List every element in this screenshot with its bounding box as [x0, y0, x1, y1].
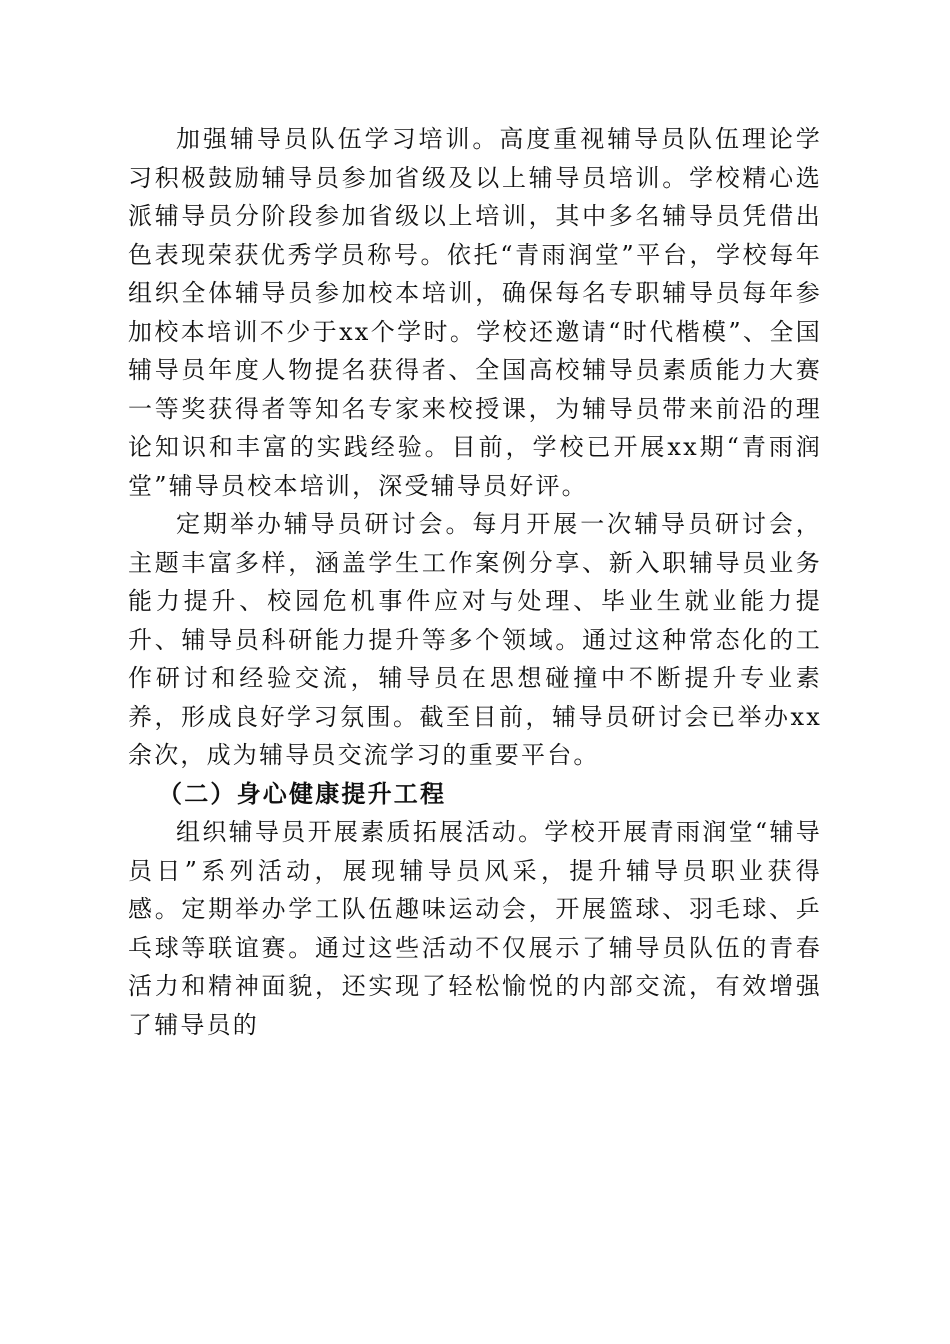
paragraph-training: 加强辅导员队伍学习培训。高度重视辅导员队伍理论学习积极鼓励辅导员参加省级及以上辅导员培训。学校精心选派辅导员分阶段参加省级以上培训，其中多名辅导员凭借出色表现荣获优秀学员称号。依托“青雨润堂”平台，学校每年组织全体辅导员参加校本培训，确保每名专职辅导员每年参加校本培训不少于xx个学时。学校还邀请“时代楷模”、全国辅导员年度人物提名获得者、全国高校辅导员素质能力大赛一等奖获得者等知名专家来校授课，为辅导员带来前沿的理论知识和丰富的实践经验。目前，学校已开展xx期“青雨润堂”辅导员校本培训，深受辅导员好评。 — [128, 125, 822, 500]
document-body — [128, 120, 822, 1044]
paragraph-seminar: 定期举办辅导员研讨会。每月开展一次辅导员研讨会，主题丰富多样，涵盖学生工作案例分享、新入职辅导员业务能力提升、校园危机事件应对与处理、毕业生就业能力提升、辅导员科研能力提升等多个领域。通过这种常态化的工作研讨和经验交流，辅导员在思想碰撞中不断提升专业素养，形成良好学习氛围。截至目前，辅导员研讨会已举办xx余次，成为辅导员交流学习的重要平台。 — [128, 510, 822, 769]
section-heading: （二）身心健康提升工程 — [158, 778, 447, 808]
paragraph-activities: 组织辅导员开展素质拓展活动。学校开展青雨润堂“辅导员日”系列活动，展现辅导员风采，提升辅导员职业获得感。定期举办学工队伍趣味运动会，开展篮球、羽毛球、乒乓球等联谊赛。通过这些活动不仅展示了辅导员队伍的青春活力和精神面貌，还实现了轻松愉悦的内部交流，有效增强了辅导员的 — [128, 818, 822, 1039]
